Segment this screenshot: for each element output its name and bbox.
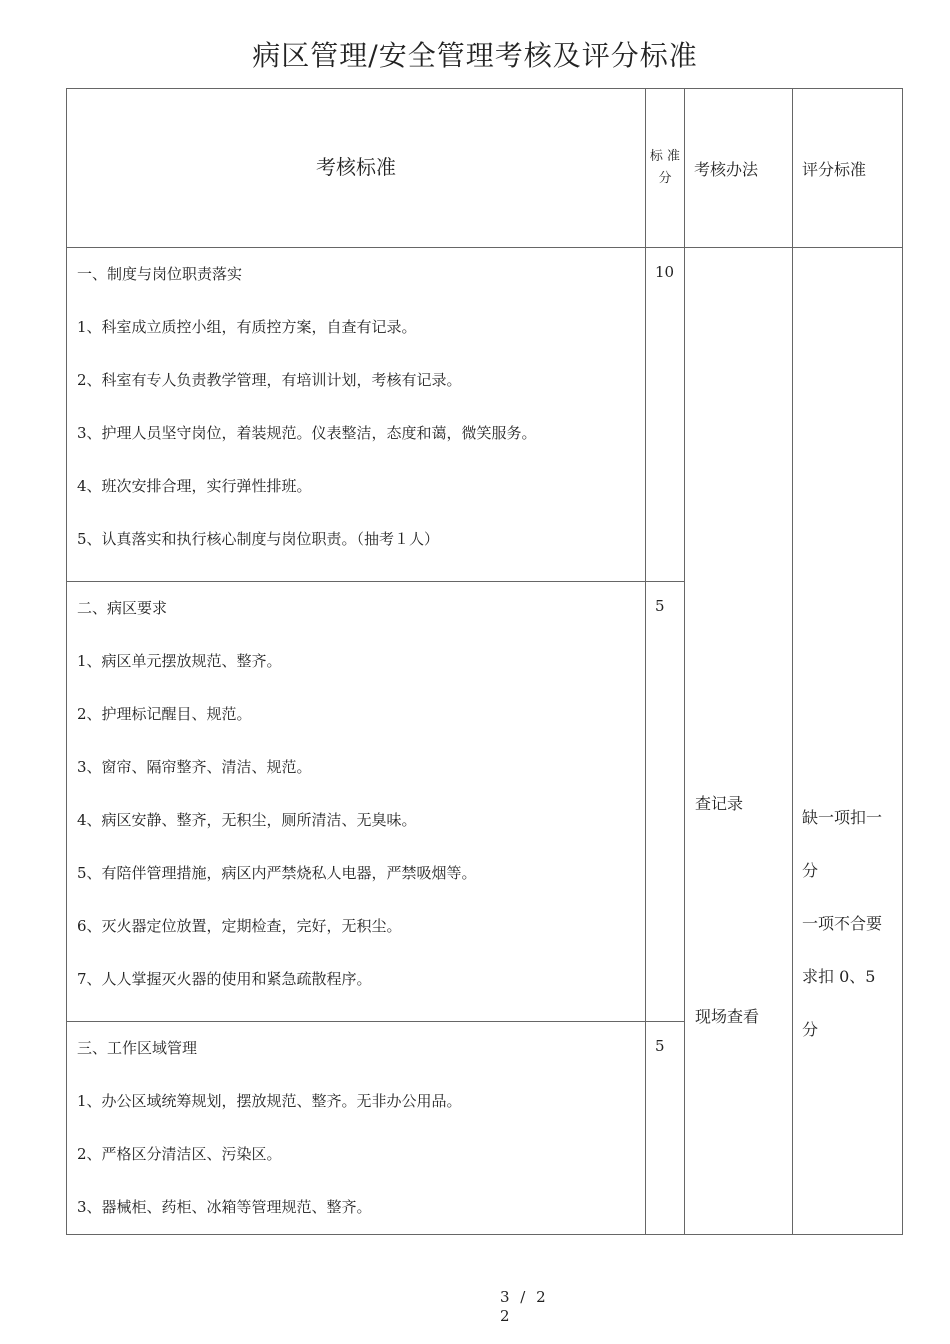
scoring-line: 一项不合要 [802,914,883,933]
page-number [500,1288,560,1326]
table-header-row [67,89,903,248]
header-score: 标 准 分 [646,89,685,248]
header-criteria-cell [67,89,646,248]
list-item: 5、有陪伴管理措施，病区内严禁烧私人电器，严禁吸烟等。 [77,864,477,882]
header-scoring: 评分标准 [793,89,903,248]
header-method: 考核办法 [685,89,793,248]
page-number-line2: 2 [500,1307,513,1325]
scoring-cell [793,248,903,1235]
list-item: 6、灭火器定位放置，定期检查，完好，无积尘。 [77,917,402,935]
list-item: 5、认真落实和执行核心制度与岗位职责。（抽考１人） [77,530,440,548]
section-1-score: 10 [646,248,685,582]
list-item: 4、病区安静、整齐，无积尘，厕所清洁、无臭味。 [77,811,417,829]
section-2-score: 5 [646,582,685,1022]
list-item: 7、人人掌握灭火器的使用和紧急疏散程序。 [77,970,372,988]
section-3-criteria [67,1022,646,1235]
list-item: 1、病区单元摆放规范、整齐。 [77,652,282,670]
scoring-line: 分 [802,1020,819,1039]
method-check-records: 查记录 [695,794,744,813]
list-item: 3、窗帘、隔帘整齐、清洁、规范。 [77,758,312,776]
list-item: 2、护理标记醒目、规范。 [77,705,252,723]
list-item: 3、护理人员坚守岗位，着装规范。仪表整洁，态度和蔼，微笑服务。 [77,424,537,442]
scoring-line: 求扣 0、5 [802,967,876,986]
section-1-criteria [67,248,646,582]
assessment-table [66,88,903,1235]
method-onsite-inspection: 现场查看 [695,1007,760,1026]
scoring-text [802,791,898,1056]
page-title: 病区管理/安全管理考核及评分标准 [252,39,698,72]
section-heading: 三、工作区域管理 [77,1039,198,1057]
list-item: 1、科室成立质控小组，有质控方案，自查有记录。 [77,318,417,336]
section-2-criteria [67,582,646,1022]
section-3-score: 5 [646,1022,685,1235]
section-heading: 一、制度与岗位职责落实 [77,265,243,283]
method-cell [685,248,793,1235]
list-item: 2、科室有专人负责教学管理，有培训计划，考核有记录。 [77,371,462,389]
list-item: 4、班次安排合理，实行弹性排班。 [77,477,312,495]
list-item: 3、器械柜、药柜、冰箱等管理规范、整齐。 [77,1198,372,1216]
page-number-line1: 3 / 2 [500,1288,549,1306]
table-row [67,248,903,582]
header-criteria: 考核标准 [316,154,396,179]
scoring-line: 缺一项扣一 [802,808,883,827]
list-item: 2、严格区分清洁区、污染区。 [77,1145,282,1163]
section-heading: 二、病区要求 [77,599,168,617]
list-item: 1、办公区域统筹规划，摆放规范、整齐。无非办公用品。 [77,1092,462,1110]
scoring-line: 分 [802,861,819,880]
